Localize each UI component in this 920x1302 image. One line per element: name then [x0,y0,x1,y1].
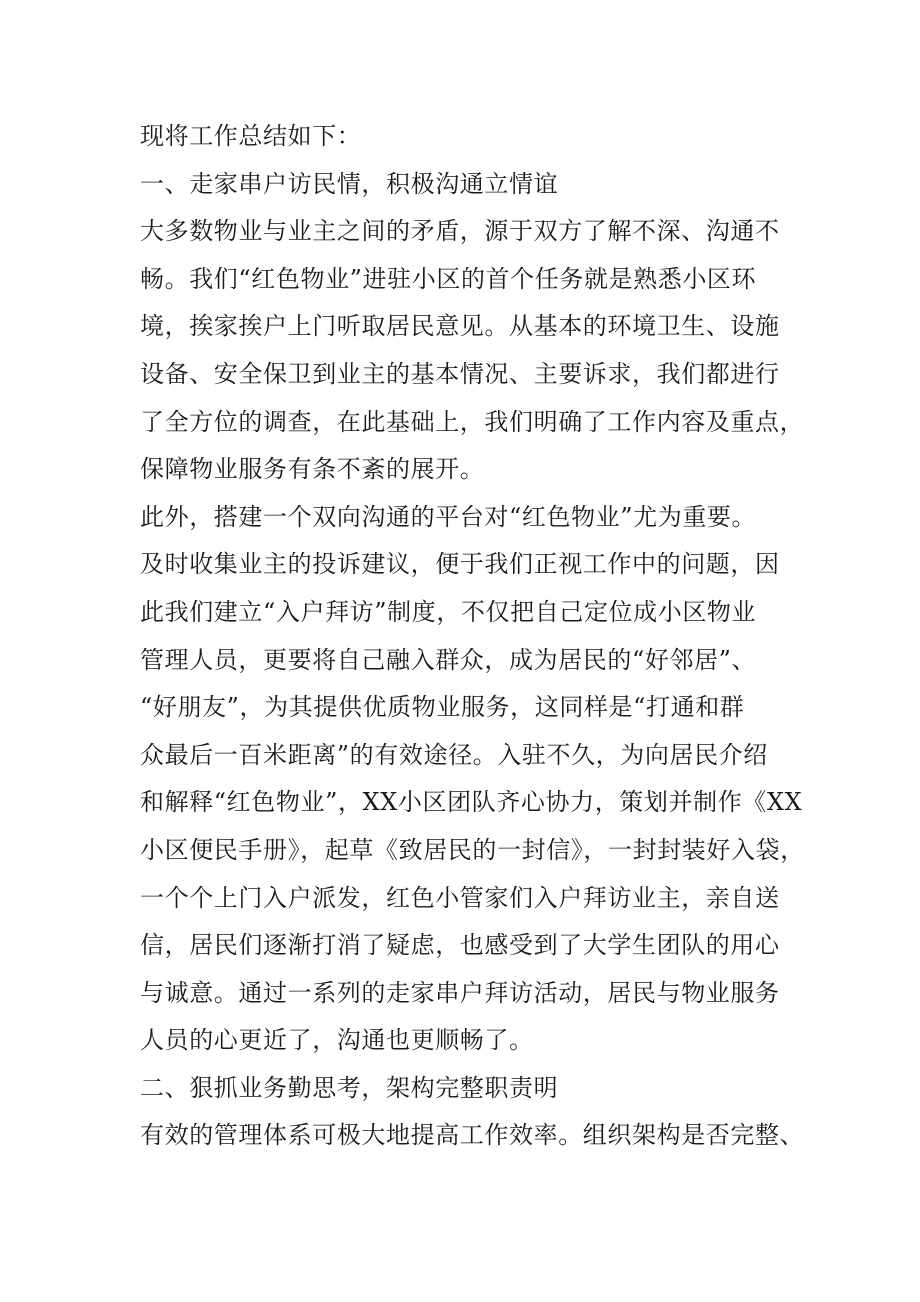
section-heading-1: 一、走家串户访民情，积极沟通立情谊 [140,169,559,198]
paragraph-line: 保障物业服务有条不紊的展开。 [140,455,485,484]
document-body [140,113,805,1160]
paragraph-line: 设备、安全保卫到业主的基本情况、主要诉求，我们都进行 [140,359,780,388]
paragraph-line: 及时收集业主的投诉建议，便于我们正视工作中的问题，因 [140,550,780,579]
paragraph-line: 人员的心更近了，沟通也更顺畅了。 [140,1026,534,1055]
paragraph-line: 与诚意。通过一系列的走家串户拜访活动，居民与物业服务 [140,978,780,1007]
paragraph-line: 畅。我们“红色物业”进驻小区的首个任务就是熟悉小区环 [140,264,757,293]
paragraph-line: 有效的管理体系可极大地提高工作效率。组织架构是否完整、 [140,1121,805,1150]
paragraph-line: 小区便民手册》，起草《致居民的一封信》，一封封装好入袋， [140,835,805,864]
paragraph-line: 信，居民们逐渐打消了疑虑，也感受到了大学生团队的用心 [140,931,780,960]
paragraph-line: 境，挨家挨户上门听取居民意见。从基本的环境卫生、设施 [140,312,780,341]
paragraph-line: 此我们建立“入户拜访”制度，不仅把自己定位成小区物业 [140,597,757,626]
intro-line: 现将工作总结如下： [140,122,362,150]
paragraph-line: 此外，搭建一个双向沟通的平台对“红色物业”尤为重要。 [140,502,757,531]
paragraph-line: 和解释“红色物业”，XX小区团队齐心协力，策划并制作《XX [140,788,803,817]
paragraph-line: 了全方位的调查，在此基础上，我们明确了工作内容及重点， [140,407,805,436]
paragraph-line: 一个个上门入户派发，红色小管家们入户拜访业主，亲自送 [140,883,780,912]
paragraph-line: 大多数物业与业主之间的矛盾，源于双方了解不深、沟通不 [140,217,780,246]
section-heading-2: 二、狠抓业务勤思考，架构完整职责明 [140,1073,559,1102]
paragraph-line: 众最后一百米距离”的有效途径。入驻不久，为向居民介绍 [140,740,768,769]
paragraph-line: 管理人员，更要将自己融入群众，成为居民的“好邻居”、 [140,645,757,674]
paragraph-line: “好朋友”，为其提供优质物业服务，这同样是“打通和群 [140,693,745,722]
